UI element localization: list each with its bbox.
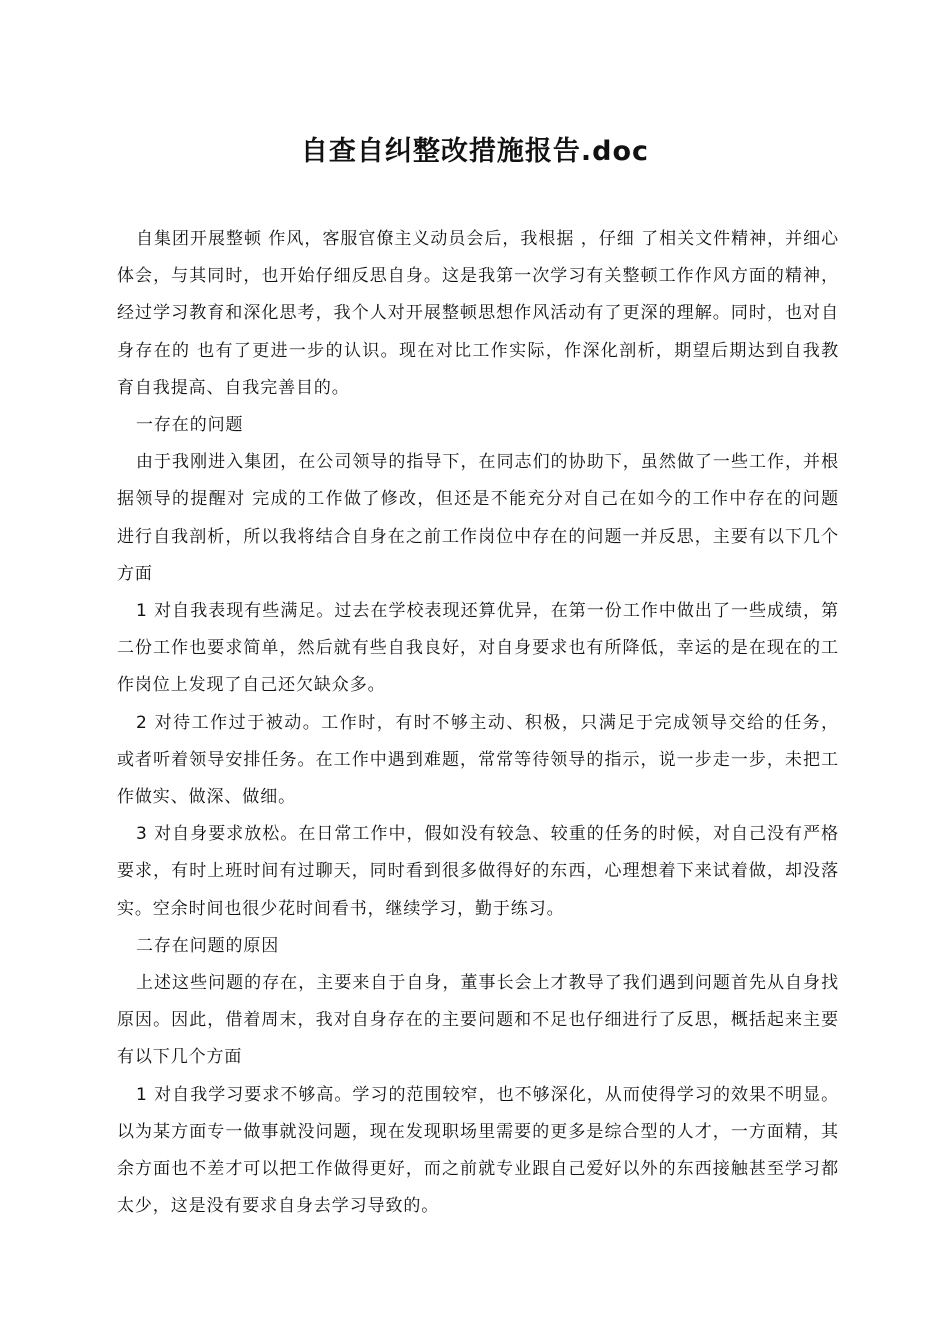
section-heading-problems: 一存在的问题 (136, 415, 244, 436)
paragraph-problems-intro: 由于我刚进入集团，在公司领导的指导下，在同志们的协助下，虽然做了一些工作，并根据领导的提醒对 完成的工作做了修改，但还是不能充分对自己在如今的工作中存在的问题进行自我剖析，所以我将结合自身在之前工作岗位中存在的问题一并反思，主要有以下几个方面 (117, 452, 839, 584)
paragraph-problem-1: 1 对自我表现有些满足。过去在学校表现还算优异，在第一份工作中做出了一些成绩，第二份工作也要求简单，然后就有些自我良好，对自身要求也有所降低，幸运的是在现在的工作岗位上发现了自己还欠缺众多。 (117, 601, 839, 696)
document-body (117, 221, 839, 1225)
section-heading-causes: 二存在问题的原因 (136, 935, 280, 956)
paragraph-cause-1: 1 对自我学习要求不够高。学习的范围较窄，也不够深化，从而使得学习的效果不明显。以为某方面专一做事就没问题，现在发现职场里需要的更多是综合型的人才，一方面精，其余方面也不差才可以把工作做得更好，而之前就专业跟自己爱好以外的东西接触甚至学习都太少，这是没有要求自身去学习导致的。 (117, 1084, 839, 1217)
paragraph-problem-2: 2 对待工作过于被动。工作时，有时不够主动、积极，只满足于完成领导交给的任务， 或者听着领导安排任务。在工作中遇到难题，常常等待领导的指示，说一步走一步，未把工作做实、做深、做细。 (117, 712, 839, 808)
paragraph-problem-3: 3 对自身要求放松。在日常工作中，假如没有较急、较重的任务的时候，对自己没有严格要求，有时上班时间有过聊天，同时看到很多做得好的东西，心理想着下来试着做，却没落实。空余时间也很少花时间看书，继续学习，勤于练习。 (117, 824, 839, 919)
paragraph-intro: 自集团开展整顿 作风，客服官僚主义动员会后，我根据 ，仔细 了相关文件精神，并细心体会，与其同时，也开始仔细反思自身。这是我第一次学习有关整顿工作作风方面的精神，经过学习教育和深化思考，我个人对开展整顿思想作风活动有了更深的理解。同时，也对自身存在的 也有了更进一步的认识。现在对比工作实际，作深化剖析，期望后期达到自我教育自我提高、自我完善目的。 (117, 229, 839, 398)
paragraph-causes-intro: 上述这些问题的存在，主要来自于自身，董事长会上才教导了我们遇到问题首先从自身找原因。因此，借着周末，我对自身存在的主要问题和不足也仔细进行了反思，概括起来主要有以下几个方面 (117, 973, 839, 1068)
document-title: 自查自纠整改措施报告.doc (300, 136, 650, 167)
